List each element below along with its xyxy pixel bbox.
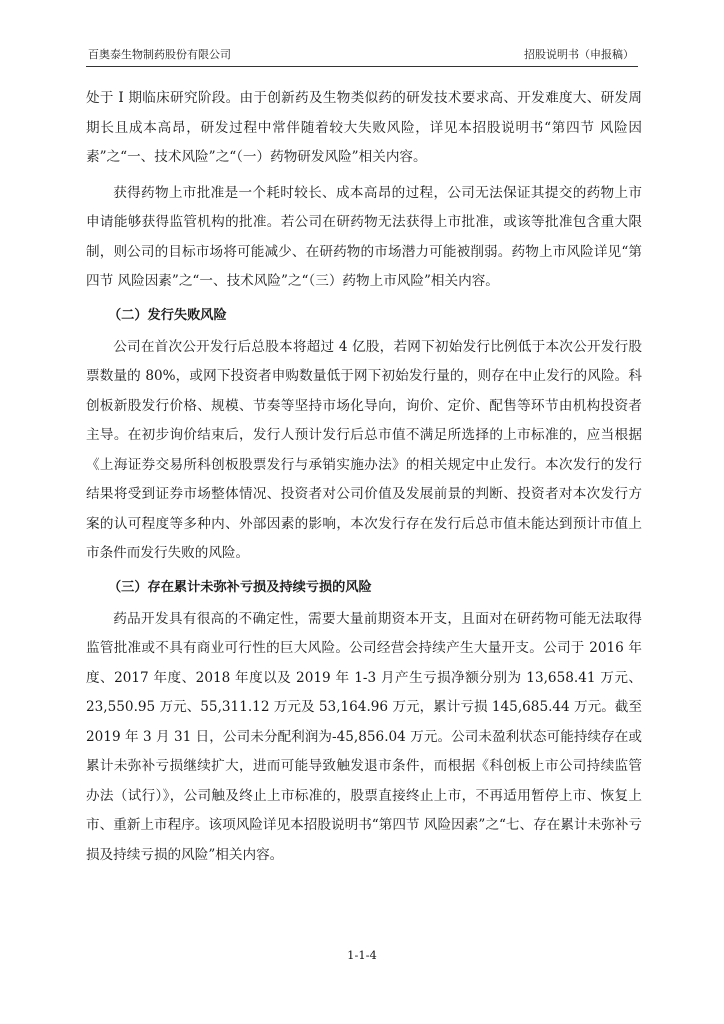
page-number: 1-1-4 [347,948,377,962]
section-heading-issuance-failure: （二）发行失败风险 [108,307,227,323]
header-company-name: 百奥泰生物制药股份有限公司 [88,48,231,61]
page-header [86,44,638,67]
header-document-title: 招股说明书（申报稿） [524,48,634,61]
paragraph-accumulated-losses: 药品开发具有很高的不确定性，需要大量前期资本开支，且面对在研药物可能无法取得监管批准或不具有商业可行性的巨大风险。公司经营会持续产生大量开支。公司于 2016 年度、2017 年度、2018 年度以及 2019 年 1-3 月产生亏损净额分别为 13,658.41 万元、23,550.95 万元、55,311.12 万元及 53,164.96 万元，累计亏损 145,685.44 万元。截至 2019 年 3 月 31 日，公司未分配利润为-45,856.04 万元。公司未盈利状态可能持续存在或累计未弥补亏损继续扩大，进而可能导致触发退市条件，而根据《科创板上市公司持续监管办法（试行）》，公司触及终止上市标准的，股票直接终止上市，不再适用暂停上市、恢复上市、重新上市程序。该项风险详见本招股说明书“第四节 风险因素”之“七、存在累计未弥补亏损及持续亏损的风险”相关内容。 [86,610,642,863]
paragraph-drug-approval: 获得药物上市批准是一个耗时较长、成本高昂的过程，公司无法保证其提交的药物上市申请能够获得监管机构的批准。若公司在研药物无法获得上市批准，或该等批准包含重大限制，则公司的目标市场将可能减少、在研药物的市场潜力可能被削弱。药物上市风险详见“第四节 风险因素”之“一、技术风险”之“（三）药物上市风险”相关内容。 [86,184,642,289]
paragraph-issuance-failure: 公司在首次公开发行后总股本将超过 4 亿股，若网下初始发行比例低于本次公开发行股票数量的 80%，或网下投资者申购数量低于网下初始发行量的，则存在中止发行的风险。科创板新股发行价格、规模、节奏等坚持市场化导向，询价、定价、配售等环节由机构投资者主导。在初步询价结束后，发行人预计发行后总市值不满足所选择的上市标准的，应当根据《上海证券交易所科创板股票发行与承销实施办法》的相关规定中止发行。本次发行的发行结果将受到证券市场整体情况、投资者对公司价值及发展前景的判断、投资者对本次发行方案的认可程度等多种内、外部因素的影响，本次发行存在发行后总市值未能达到预计市值上市条件而发行失败的风险。 [86,338,642,561]
page-body [86,84,642,870]
section-heading-accumulated-losses: （三）存在累计未弥补亏损及持续亏损的风险 [108,579,372,595]
paragraph-continued: 处于 I 期临床研究阶段。由于创新药及生物类似药的研发技术要求高、开发难度大、研发周期长且成本高昂，研发过程中常伴随着较大失败风险，详见本招股说明书“第四节 风险因素”之“一、技术风险”之“（一）药物研发风险”相关内容。 [86,90,642,165]
